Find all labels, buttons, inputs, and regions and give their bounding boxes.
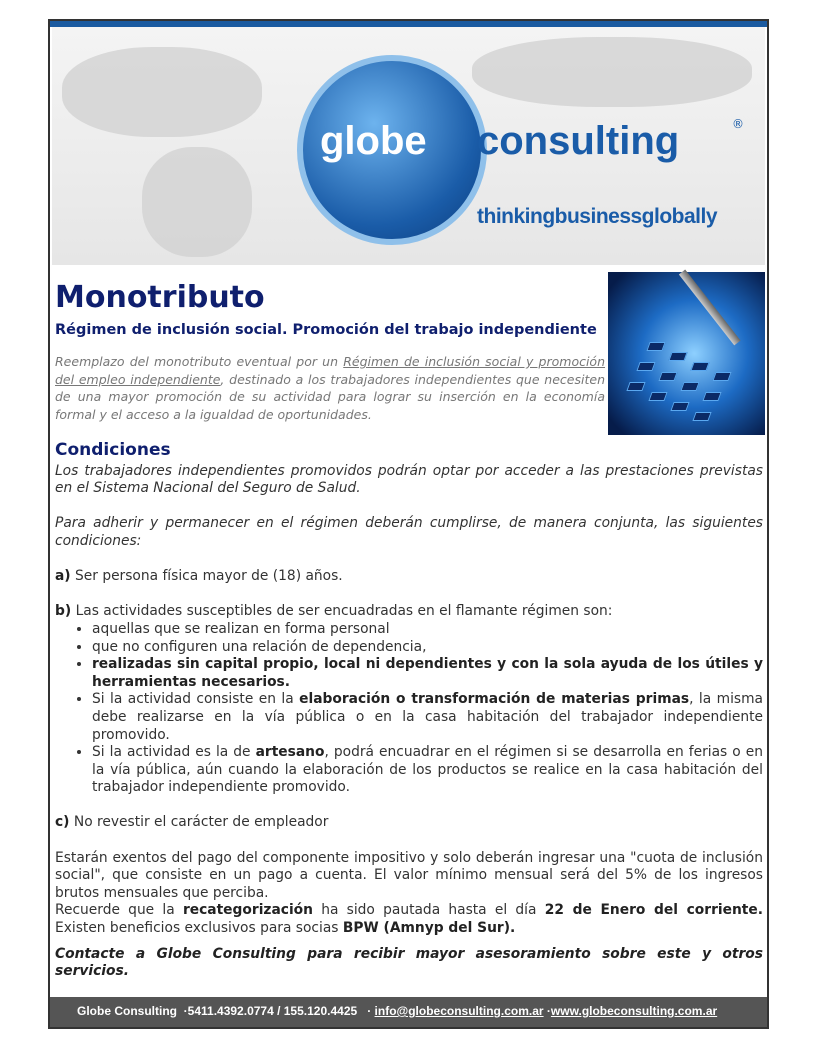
activity-list xyxy=(92,621,763,797)
world-map-shape xyxy=(472,37,752,107)
page-title: Monotributo xyxy=(55,280,265,315)
footer-bar xyxy=(50,997,767,1027)
registered-mark: ® xyxy=(732,117,744,131)
condition-c: c) No revestir el carácter de empleador xyxy=(55,814,329,831)
logo-globe-text: globe xyxy=(320,119,427,163)
footer-web-link[interactable]: www.globeconsulting.com.ar xyxy=(550,1004,718,1018)
pen-shape xyxy=(679,270,741,346)
logo-tagline: thinkingbusinessglobally xyxy=(477,205,718,228)
footer-email-link[interactable]: info@globeconsulting.com.ar xyxy=(374,1004,544,1018)
list-item: • que no configuren una relación de dependencia, xyxy=(92,639,763,657)
list-item: • realizadas sin capital propio, local ni dependientes y con la sola ayuda de los útiles y herramientas necesarios. xyxy=(92,656,763,691)
list-item: • Si la actividad es la de artesano, podrá encuadrar en el régimen si se desarrolla en ferias o en la vía pública, aún cuando la elaboración de los productos se realice en la casa habitación del trabajador independiente promovido. xyxy=(92,744,763,797)
separator: · xyxy=(367,1004,372,1018)
footer-phones: ·5411.4392.0774 / 155.120.4425 xyxy=(183,1004,358,1018)
condition-b: b) Las actividades susceptibles de ser encuadradas en el flamante régimen son: xyxy=(55,603,613,620)
paragraph: Para adherir y permanecer en el régimen deberán cumplirse, de manera conjunta, las siguientes condiciones: xyxy=(55,515,763,549)
intro-paragraph xyxy=(55,353,605,423)
conditions-heading: Condiciones xyxy=(55,440,171,460)
conditions-section xyxy=(55,442,763,981)
list-item: • aquellas que se realizan en forma personal xyxy=(92,621,763,639)
footer-company: Globe Consulting xyxy=(77,1004,177,1018)
paragraph: Los trabajadores independientes promovidos podrán optar por acceder a las prestaciones previstas en el Sistema Nacional del Seguro de Salud. xyxy=(55,462,763,497)
paragraph: Recuerde que la recategorización ha sido pautada hasta el día 22 de Enero del corriente. Existen beneficios exclusivos para socias BPW (Amnyp del Sur). xyxy=(55,902,763,937)
keyboard-photo xyxy=(608,272,765,435)
list-item: • Si la actividad consiste en la elaboración o transformación de materias primas, la misma debe realizarse en la vía pública o en la casa habitación del trabajador independiente promovido. xyxy=(92,691,763,744)
page-subtitle: Régimen de inclusión social. Promoción del trabajo independiente xyxy=(55,322,597,338)
condition-a: a) Ser persona física mayor de (18) años. xyxy=(55,568,343,585)
contact-callout: Contacte a Globe Consulting para recibir mayor asesoramiento sobre este y otros servicios. xyxy=(55,945,763,980)
paragraph: Estarán exentos del pago del componente impositivo y solo deberán ingresar una "cuota de inclusión social", que consiste en un pago a cuenta. El valor mínimo mensual será del 5% de los ingresos brutos mensuales que perciba. xyxy=(55,849,763,901)
intro-text: , destinado a los trabajadores independientes que necesiten de una mayor promoción de su actividad para lograr su inserción en la economía formal y el acceso a la igualdad de oportunidades. xyxy=(55,371,605,422)
intro-link[interactable]: Régimen de inclusión social y promoción del empleo independiente xyxy=(55,354,606,387)
world-map-shape xyxy=(142,147,252,257)
header-banner xyxy=(52,27,765,265)
intro-text: Reemplazo del monotributo eventual por un xyxy=(55,354,344,369)
world-map-shape xyxy=(62,47,262,137)
separator: · xyxy=(546,1004,551,1018)
logo-consulting-text: consulting xyxy=(477,119,680,163)
